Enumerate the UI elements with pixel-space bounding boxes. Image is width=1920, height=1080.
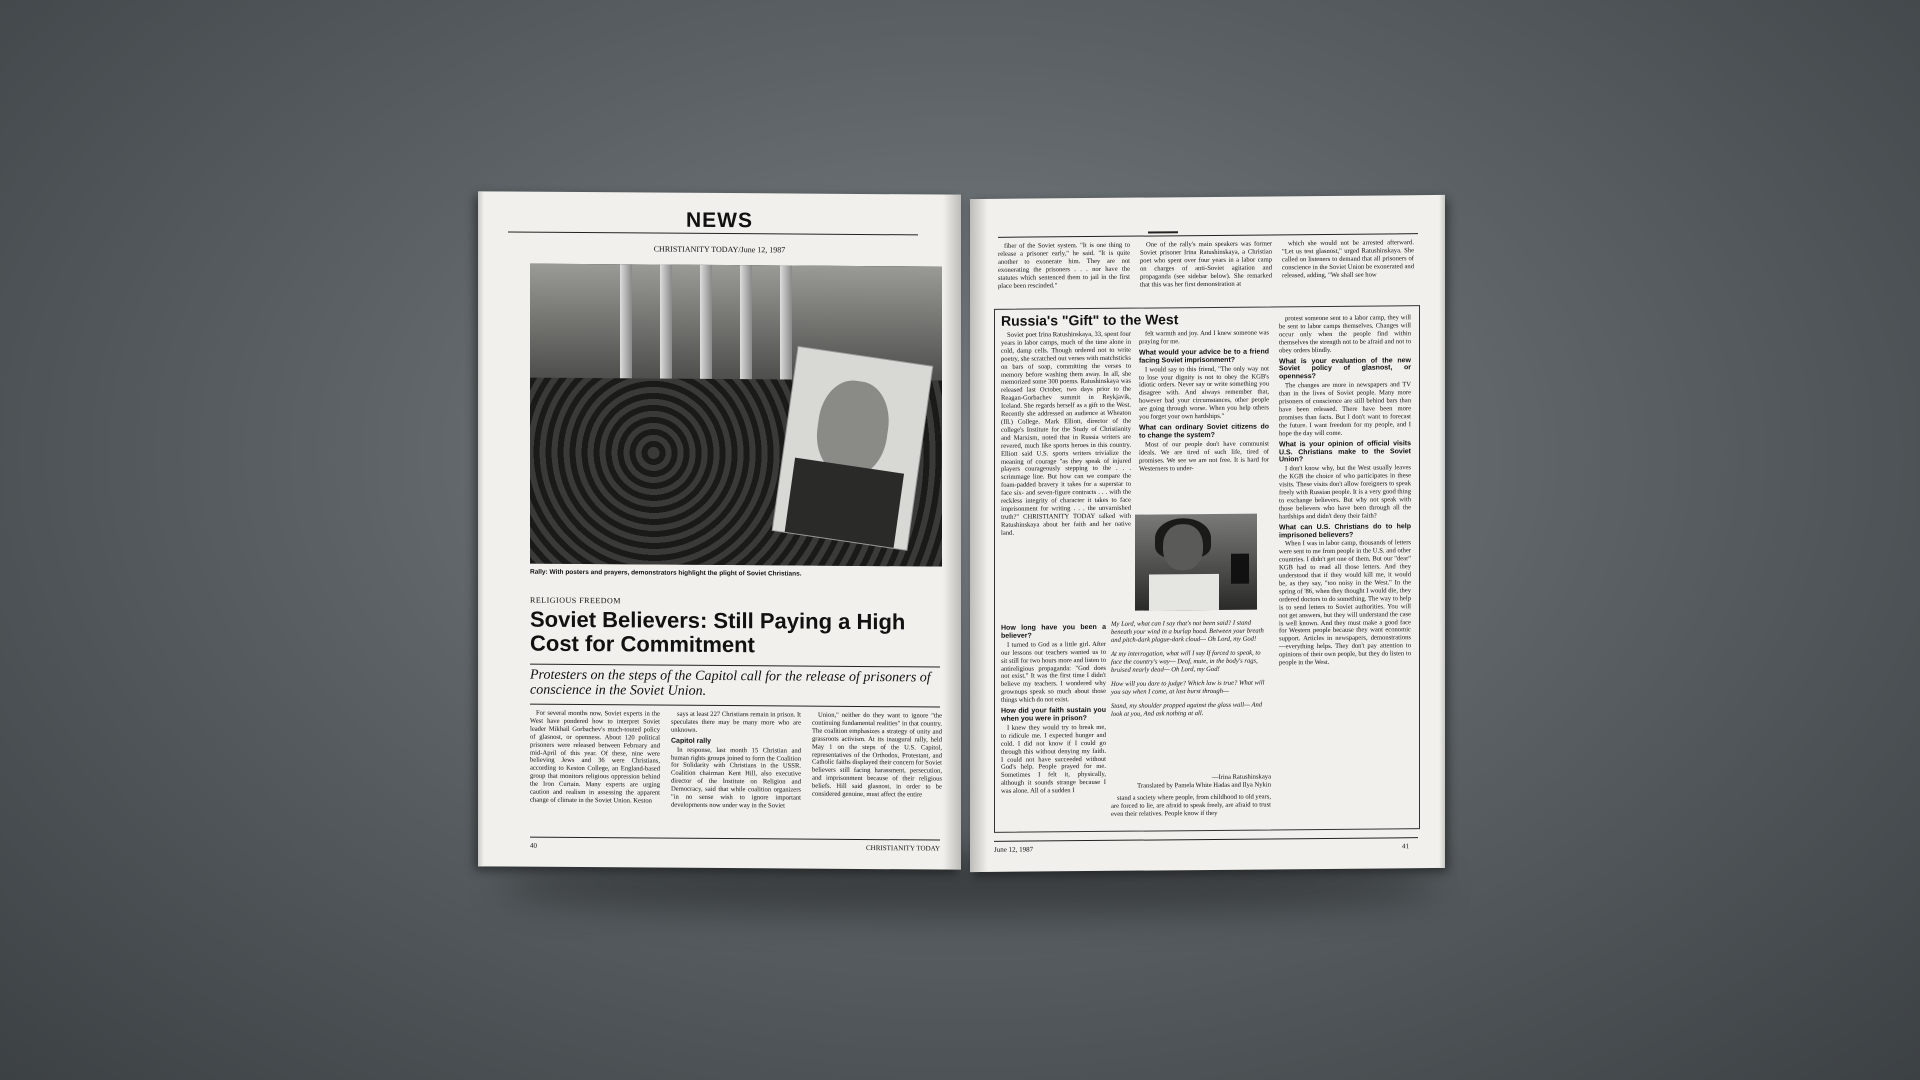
left-page — [478, 191, 961, 869]
top-column-3 — [1282, 239, 1414, 300]
page-edge — [478, 191, 484, 866]
poem-stanza: At my interrogation, what will I say If forced to speak, to face the country's way— Deaf, mute, in the body's rags, bruised nearly dead— Oh Lord, my God! — [1111, 649, 1261, 674]
right-page — [970, 195, 1445, 872]
question: How long have you been a believer? — [1001, 623, 1106, 640]
body-paragraph: says at least 227 Christians remain in prison. It speculates there may be many more who are unknown. — [671, 710, 801, 734]
top-column-2 — [1140, 240, 1272, 301]
top-column-1 — [998, 242, 1130, 303]
poem — [1111, 619, 1271, 770]
answer: When I was in labor camp, thousands of letters were sent to me from people in the U.S. and other countries. I didn't get one of them. But our "dear" KGB had to read all those letters. And they understood that if they would kill me, it would be, as they say, "too noisy in the West." In the spring of '86, when they thought I would die, they ordered doctors to do something. The way to help is to send letters to Soviet authorities. You will not get answers, but they will understand the case is well known. And they must make a good face for Western people because they want economic support. Articles in newspapers, demonstrations—everything helps. They don't pay attention to opinions of their own people, but they do listen to people in the West. — [1279, 539, 1411, 667]
page-number: 40 — [530, 841, 537, 850]
answer: I would say to this friend, "The only way not to lose your dignity is not to obey the KGB's idiotic orders. Never say or write something you disagree with. And always remember that, however bad your circumstances, other people are going through worse. When you help others you forget your own hardships." — [1139, 365, 1269, 421]
body-paragraph: Soviet poet Irina Ratushinskaya, 33, spent four years in labor camps, much of the time alone in cold, damp cells. Though ordered not to write poetry, she scratched out verses with matchsticks on bars of soap, committing the verses to memory before washing them away. In all, she memorized some 300 poems. Ratushinskaya was released last October, two days prior to the Reagan-Gorbachev summit in Reykjavik, Iceland. She regards herself as a gift to the West. Recently she addressed an audience at Wheaton (Ill.) College. Mark Elliott, director of the college's Institute for the Study of Christianity and Marxism, noted that in Russia writers are revered, much like sports heroes in this country. Elliott said U.S. sports writers trivialize the meaning of courage "as they speak of injured players courageously stepping to the . . . scrimmage line. But how can we compare the foam-padded bravery it takes for a superstar to face six- and seven-figure contracts . . . with the reckless integrity of character it takes to face imprisonment for writing . . . the unvarnished truth?" CHRISTIANITY TODAY talked with Ratushinskaya about her faith and her native land. — [1001, 330, 1131, 537]
footer-title: CHRISTIANITY TODAY — [866, 844, 941, 853]
header-rule — [998, 233, 1418, 238]
question: What can U.S. Christians do to help imprisoned believers? — [1279, 522, 1411, 539]
answer: I knew they would try to break me, to ridicule me. I expected hunger and cold. I did not know if I could go through this without denying my faith. I could not have succeeded without God's help. People prayed for me. Sometimes I felt it, physically, although it sounds strange because I was alone. All of a sudden I — [1001, 723, 1106, 795]
body-paragraph: For several months now, Soviet experts in the West have pondered how to interpret Soviet leader Mikhail Gorbachev's much-touted policy of glasnost, or openness. About 120 political prisoners were released between February and mid-April of this year. Of these, nine were believing Jews and 36 were Christians, according to Keston College, an England-based group that monitors religious oppression behind the Iron Curtain. Many experts are urging caution and realism in assessing the apparent change of climate in the Soviet Union. Keston — [530, 709, 660, 805]
body-paragraph: fiber of the Soviet system. "It is one thing to release a prisoner early," he said. "It is quite another to exonerate him. They are not exonerating the prisoners . . . nor have the statutes which sentenced them to jail in the first place been rescinded." — [998, 241, 1130, 290]
body-column-2 — [671, 711, 801, 832]
body-column-3 — [812, 712, 942, 833]
headline: Soviet Believers: Still Paying a High Cost for Commitment — [530, 606, 906, 658]
question: What is your evaluation of the new Soviet policy of glasnost, or openness? — [1279, 356, 1411, 381]
sidebar-title: Russia's "Gift" to the West — [1001, 311, 1179, 329]
body-paragraph: In response, last month 15 Christian and human rights groups joined to form the Coalition for Solidarity with Christians in the USSR. Coalition chairman Kent Hill, also executive director of the Institute on Religion and Democracy, said that while coalition organizers "in no sense wish to ignore important developments now under way in the Soviet — [671, 746, 801, 810]
footer-date: June 12, 1987 — [994, 845, 1034, 854]
poem-attribution: —Irina Ratushinskaya — [1211, 773, 1271, 781]
poem-translators: Translated by Pamela White Hadas and Ilya Nykin — [1137, 781, 1271, 790]
sidebar-column-3 — [1279, 314, 1411, 823]
gutter-shadow — [943, 195, 961, 870]
kicker: RELIGIOUS FREEDOM — [530, 595, 621, 606]
header-mark — [1148, 231, 1178, 233]
body-paragraph: Union," neither do they want to ignore "the continuing fundamental realities" in that country. The coalition emphasizes a strategy of unity and grassroots activism. At its inaugural rally, held May 1 on the steps of the U.S. Capitol, representatives of the Orthodox, Protestant, and Catholic faiths displayed their concern for Soviet believers still facing harassment, persecution, and imprisonment because of their religious beliefs. Hill said glasnost, in order to be considered genuine, must affect the entire — [812, 711, 942, 799]
question: What would your advice be to a friend facing Soviet imprisonment? — [1139, 348, 1269, 365]
subheading: Capitol rally — [671, 737, 712, 745]
section-heading: NEWS — [686, 208, 753, 233]
page-number: 41 — [1402, 842, 1409, 851]
poem-stanza: Stand, my shoulder propped against the glass wall— And look at you, And ask nothing at all. — [1111, 701, 1263, 718]
poem-stanza: My Lord, what can I say that's not been said? I stand beneath your wind in a burlap hood. Between your breath and pitch-dark plague-dark cloud— Oh Lord, my God! — [1111, 619, 1264, 644]
sidebar-column-1 — [1001, 331, 1131, 632]
deck-rule — [530, 704, 940, 708]
body-column-1 — [530, 710, 660, 831]
footer-rule — [530, 837, 940, 841]
sidebar-column-1-lower — [1001, 621, 1106, 827]
answer: I don't know why, but the West usually leaves the KGB the choice of who participates in these visits. These visits don't allow foreigners to speak freely with Russian people. It is a very good thing to exchange believers. But why not speak with those believers who have been through all the hardships and didn't deny their faith? — [1279, 464, 1411, 521]
gutter-shadow — [970, 199, 988, 872]
rally-photo — [530, 264, 942, 567]
answer: felt warmth and joy. And I knew someone was praying for me. — [1139, 329, 1269, 346]
answer: The changes are more in newspapers and TV than in the lives of Soviet people. Many more prisoners of conscience are still behind bars than have been released. There have been more promises than facts. But I don't want to forecast the future. I want freedom for my people, and I hope the day will come. — [1279, 381, 1411, 438]
question: How did your faith sustain you when you were in prison? — [1001, 706, 1106, 723]
answer: I turned to God as a little girl. After our lessons our teachers wanted us to sit still for two hours more and listen to antireligious propaganda: "God does not exist." It was the first time I didn't believe my teachers. I wondered why grownups speak so much about those things which do not exist. — [1001, 640, 1106, 704]
footer-rule — [994, 837, 1418, 842]
sidebar-column-2-end — [1111, 793, 1271, 828]
body-paragraph: One of the rally's main speakers was former Soviet prisoner Irina Ratushinskaya, a Christian poet who spent over four years in a labor camp on charges of anti-Soviet agitation and propaganda (see sidebar below). She remarked that this was her first demonstration at — [1140, 240, 1272, 289]
question: What can ordinary Soviet citizens do to change the system? — [1139, 423, 1269, 440]
poem-stanza: How will you dare to judge? Which law is true? What will you say when I come, at last burst through— — [1111, 679, 1265, 696]
answer: protest someone sent to a labor camp, they will be sent to labor camps themselves. Changes will occur only when the people find within themselves the strength not to be afraid and not to obey orders blindly. — [1279, 314, 1411, 355]
page-edge — [1439, 195, 1445, 868]
answer: Most of our people don't have communist ideals. We are tired of such life, tired of promises. We see we are not free. It is hard for Westerners to under- — [1139, 440, 1269, 473]
sidebar-column-2 — [1139, 329, 1269, 515]
deck: Protesters on the steps of the Capitol call for the release of prisoners of conscience in the Soviet Union. — [530, 667, 931, 699]
photo-caption: Rally: With posters and prayers, demonstrators highlight the plight of Soviet Christians. — [530, 568, 802, 578]
sidebar-box — [994, 305, 1420, 833]
portrait-poster — [773, 347, 932, 550]
ratushinskaya-photo — [1135, 514, 1257, 611]
question: What is your opinion of official visits U.S. Christians make to the Soviet Union? — [1279, 439, 1411, 464]
headline-rule — [530, 664, 940, 668]
body-paragraph: which she would not be arrested afterward. "Let us test glasnost," urged Ratushinskaya. She called on listeners to demand that all prisoners of conscience in the Soviet Union be exonerated and released, adding, "We shall see how — [1282, 239, 1414, 279]
answer: stand a society where people, from childhood to old years, are forced to lie, are afraid to speak freely, are afraid to trust even their relatives. People know if they — [1111, 793, 1271, 818]
dateline: CHRISTIANITY TODAY/June 12, 1987 — [653, 244, 786, 255]
